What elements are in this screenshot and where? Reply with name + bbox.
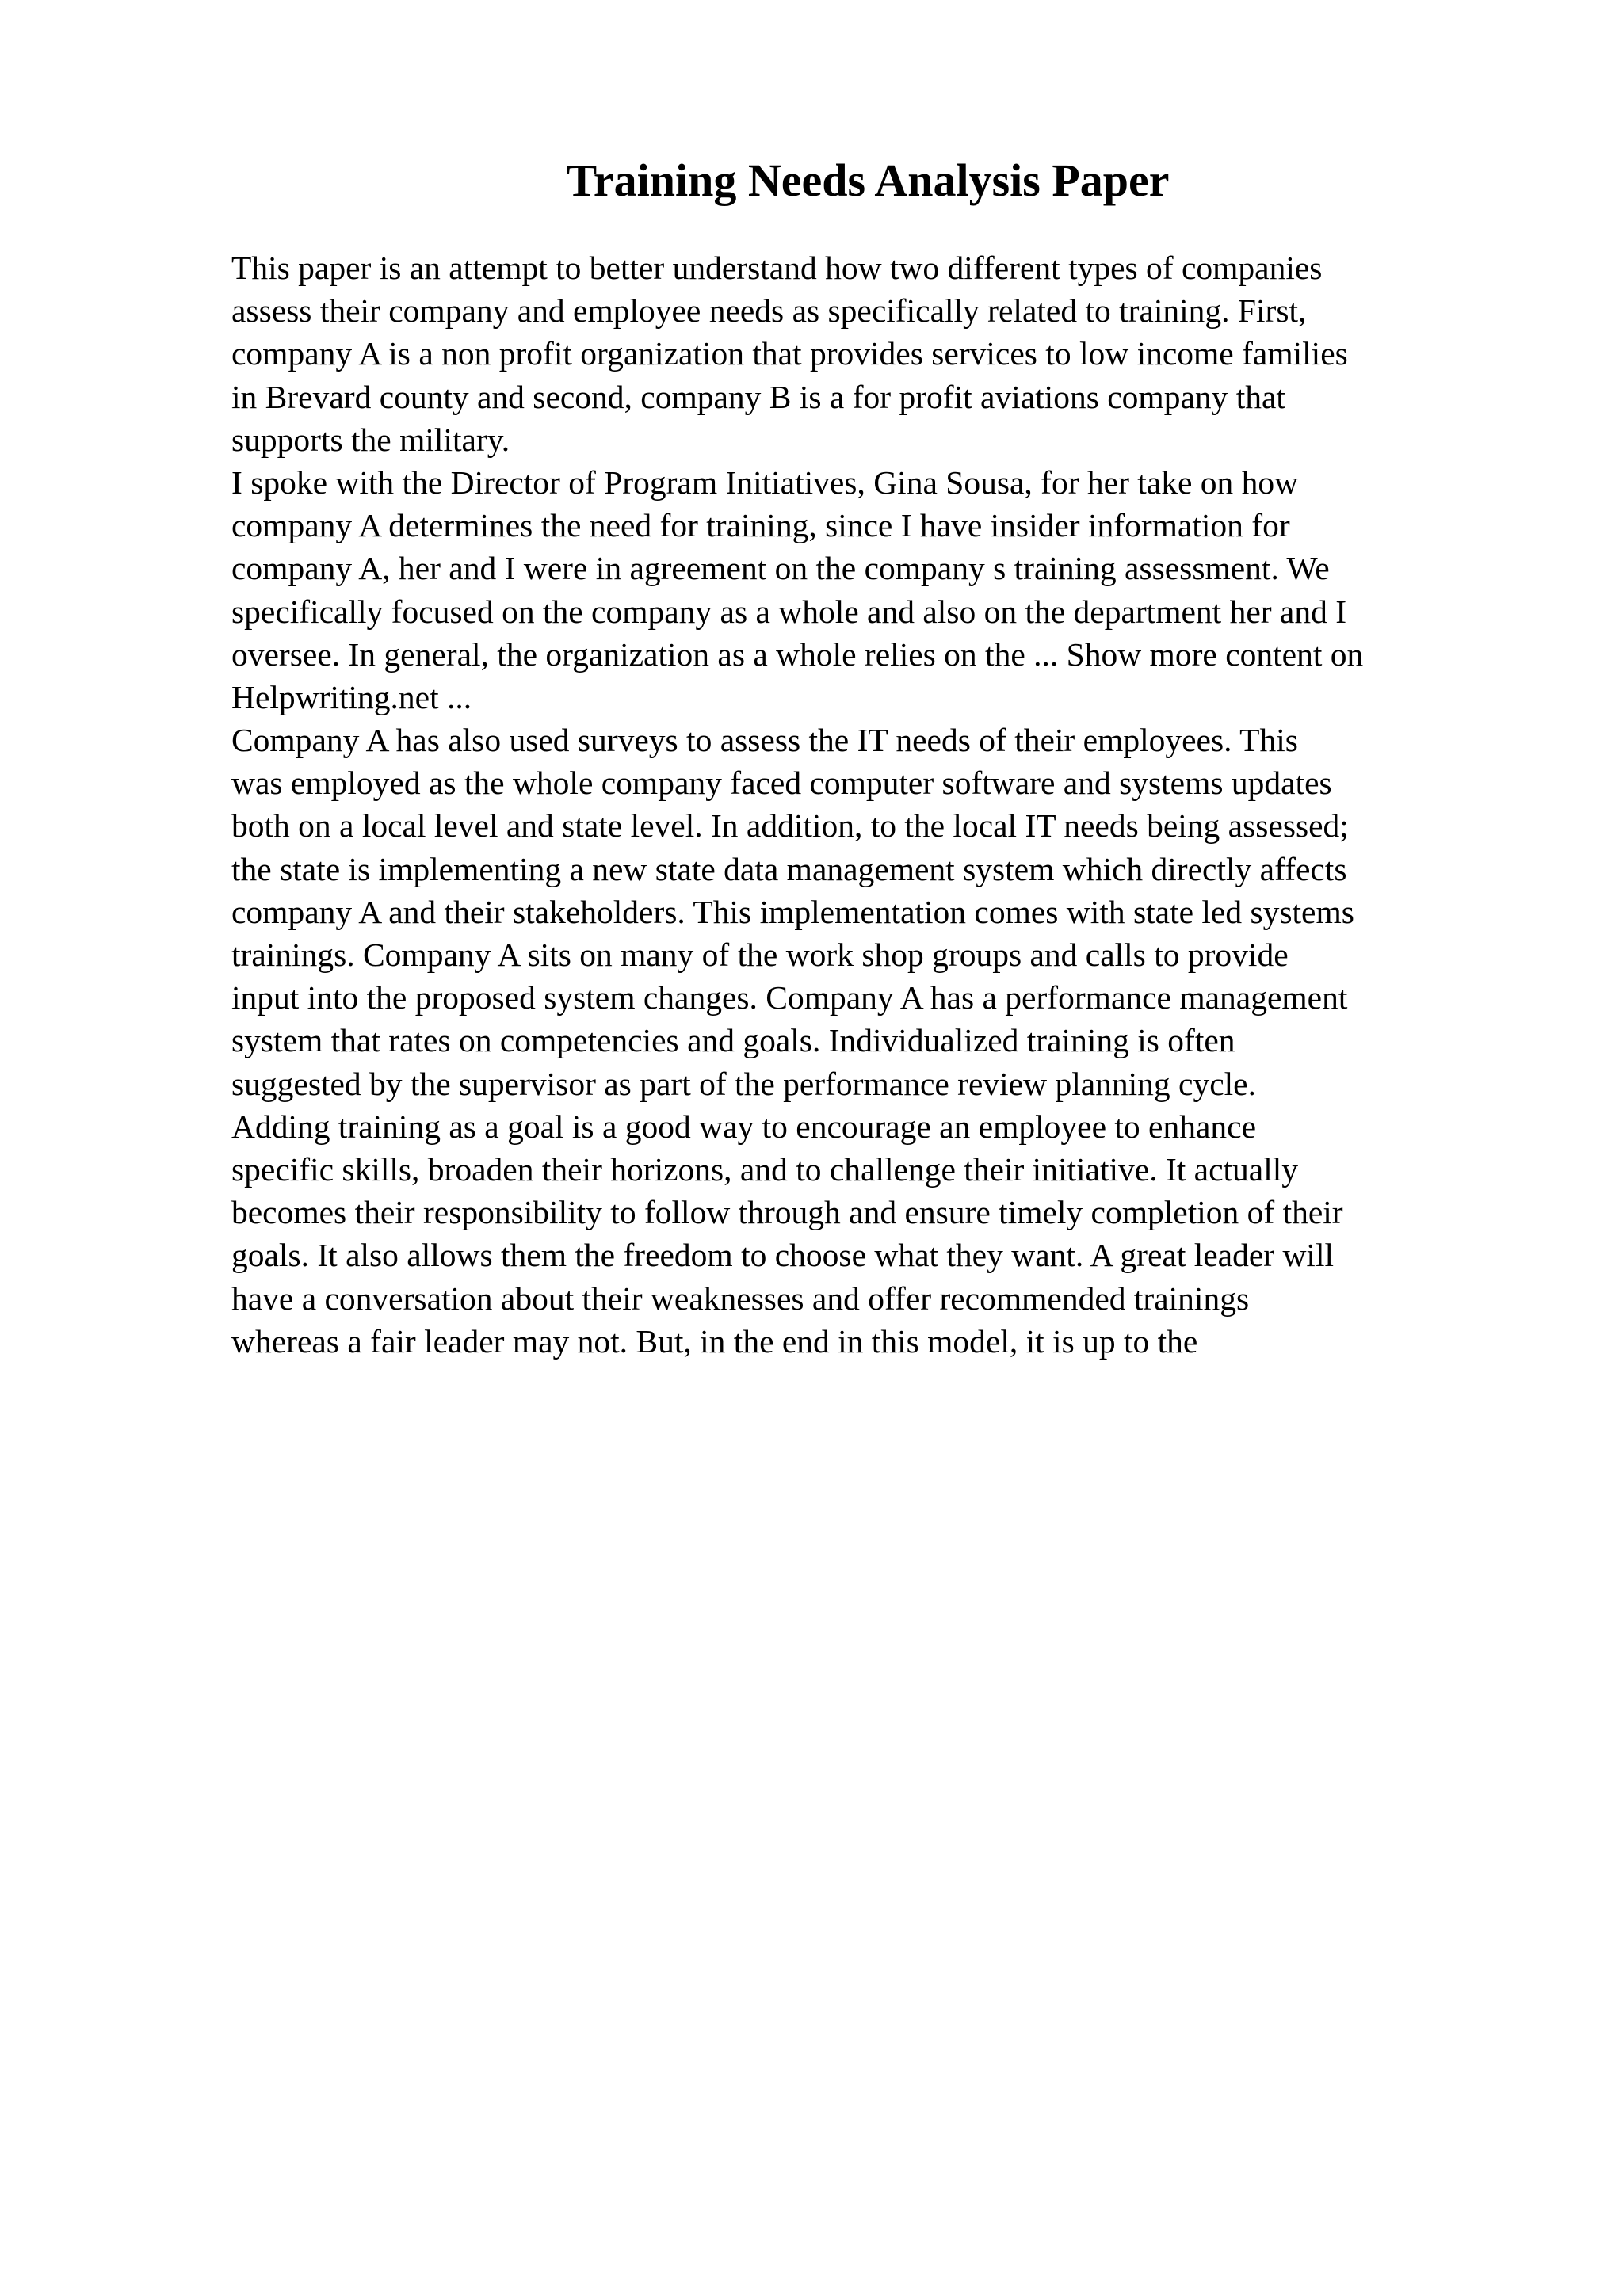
- body-line: company A, her and I were in agreement on the company s training assessment. We: [231, 550, 1330, 587]
- body-line: oversee. In general, the organization as a whole relies on the ... Show more content on: [231, 635, 1364, 673]
- body-line: Adding training as a goal is a good way to encourage an employee to enhance: [231, 1108, 1256, 1145]
- body-line: suggested by the supervisor as part of the performance review planning cycle.: [231, 1065, 1256, 1102]
- body-line: I spoke with the Director of Program Initiatives, Gina Sousa, for her take on how: [231, 463, 1299, 501]
- body-line: whereas a fair leader may not. But, in the end in this model, it is up to the: [231, 1322, 1198, 1360]
- document-title: Training Needs Analysis Paper: [566, 154, 1170, 206]
- body-line: trainings. Company A sits on many of the work shop groups and calls to provide: [231, 936, 1289, 973]
- body-line: assess their company and employee needs as specifically related to training. First,: [231, 292, 1307, 330]
- body-line: have a conversation about their weaknesses and offer recommended trainings: [231, 1280, 1250, 1317]
- body-line: the state is implementing a new state data management system which directly affects: [231, 850, 1347, 887]
- body-line: in Brevard county and second, company B is a for profit aviations company that: [231, 378, 1285, 415]
- body-line: was employed as the whole company faced computer software and systems updates: [231, 765, 1332, 802]
- body-line: specifically focused on the company as a whole and also on the department her and I: [231, 593, 1347, 630]
- body-line: company A is a non profit organization that provides services to low income families: [231, 335, 1348, 372]
- body-line: Helpwriting.net ...: [231, 678, 472, 715]
- body-line: goals. It also allows them the freedom to choose what they want. A great leader will: [231, 1237, 1335, 1274]
- document-body: [231, 246, 1515, 1363]
- body-line: company A determines the need for training, since I have insider information for: [231, 507, 1290, 544]
- body-line: system that rates on competencies and goals. Individualized training is often: [231, 1022, 1235, 1059]
- body-line: This paper is an attempt to better understand how two different types of companies: [231, 250, 1323, 286]
- body-line: company A and their stakeholders. This implementation comes with state led systems: [231, 893, 1354, 930]
- body-line: becomes their responsibility to follow through and ensure timely completion of their: [231, 1194, 1343, 1231]
- body-line: input into the proposed system changes. Company A has a performance management: [231, 979, 1348, 1016]
- body-line: Company A has also used surveys to assess the IT needs of their employees. This: [231, 722, 1298, 759]
- body-line: specific skills, broaden their horizons, and to challenge their initiative. It actually: [231, 1150, 1299, 1188]
- body-line: supports the military.: [231, 421, 510, 458]
- body-line: both on a local level and state level. In addition, to the local IT needs being assessed;: [231, 807, 1349, 845]
